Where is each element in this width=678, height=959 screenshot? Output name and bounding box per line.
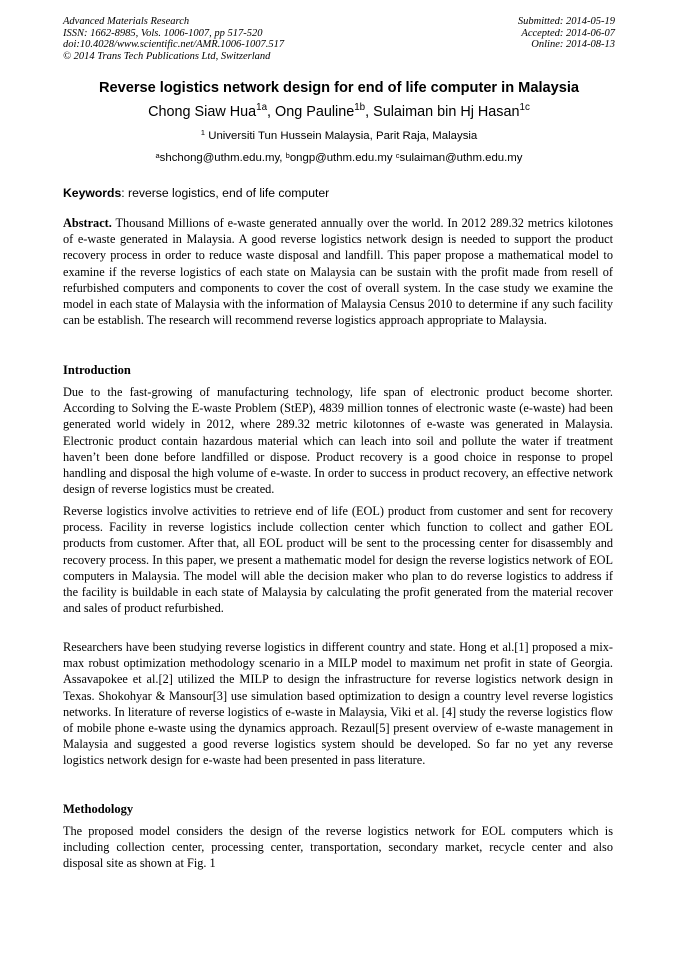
author-emails <box>0 152 678 164</box>
author-separator: , <box>267 104 276 120</box>
email-mark: c <box>395 151 400 161</box>
introduction-paragraph <box>63 639 613 769</box>
email-link[interactable]: sulaiman@uthm.edu.my <box>399 152 523 164</box>
email-link[interactable]: ongp@uthm.edu.my <box>289 152 396 164</box>
affiliation-text: Universiti Tun Hussein Malaysia, Parit Raja, Malaysia <box>205 130 478 142</box>
paragraph-text: Due to the fast-growing of manufacturing technology, life span of electronic product become shorter. According to Solving the E-waste Problem (StEP), 4839 million tonnes of electronic waste (e-waste) had been generated world widely in 2012, where 289.32 metric kilotonnes of e-waste was generated in Malaysia. Electronic product contain hazardous material which can leach into soil and pollute the water if treatment haven’t been done before landfilled or dispose. Product recovery is a good choice in response to propel handling and disposal the high volume of e-waste. In order to success in product recovery, an effective network design of reverse logistics must be created. <box>63 385 613 497</box>
email-mark: a <box>155 151 160 161</box>
introduction-paragraph <box>63 503 613 616</box>
submission-dates <box>518 16 615 51</box>
email-mark: b <box>285 151 290 161</box>
paragraph-text: Reverse logistics involve activities to retrieve end of life (EOL) product from customer and sent for recovery process. Facility in reverse logistics include collection center which function to collect and gather EOL products from customer. After that, all EOL product will be sent to the processing center for disassembly and recovery process. In this paper, we present a mathematic model for design the reverse logistics network of EOL computers in Malaysia. The model will able the decision maker who plan to do reverse logistics to address if the facility is buildable in each state of Malaysia by calculating the profit generated from the material recover and sales of product refurbished. <box>63 504 613 616</box>
affiliation-mark: 1 <box>200 128 206 138</box>
keywords <box>63 186 329 200</box>
abstract-text: Thousand Millions of e-waste generated annually over the world. In 2012 289.32 metrics kilotones of e-waste generated in Malaysia. A good reverse logistics network design is needed to support the product recovery process in order to reduce waste disposal and landfill. This paper propose a mathematical model to examine if the reverse logistics of each state on Malaysia can be sustain with the profit made from resell of refurbished computers and components to cover the cost of overall system. In the case study we examine the model in each state of Malaysia with the information of Malaysia Census 2010 to determine if any such facility can be establish. The research will recommend reverse logistics approach appropriate to Malaysia. <box>63 216 613 328</box>
keywords-text: : reverse logistics, end of life computer <box>121 186 330 200</box>
email-link[interactable]: shchong@uthm.edu.my, <box>159 152 286 164</box>
journal-issn: ISSN: 1662-8985, Vols. 1006-1007, pp 517-520 <box>63 27 263 39</box>
paper-title: Reverse logistics network design for end of life computer in Malaysia <box>98 80 580 96</box>
author-list <box>0 104 678 120</box>
accepted-date: Accepted: 2014-06-07 <box>521 27 615 39</box>
methodology-heading: Methodology <box>63 802 134 816</box>
journal-doi: doi:10.4028/www.scientific.net/AMR.1006-1007.517 <box>63 39 285 51</box>
abstract <box>63 215 613 328</box>
author-separator: , <box>365 104 374 120</box>
author-affiliation-mark: 1b <box>354 102 366 114</box>
abstract-label: Abstract. <box>63 216 112 230</box>
methodology-paragraph <box>63 823 613 872</box>
journal-name: Advanced Materials Research <box>63 16 190 27</box>
keywords-label: Keywords <box>63 186 122 200</box>
author-name: Sulaiman bin Hj Hasan <box>373 104 520 120</box>
author-name: Ong Pauline <box>275 104 355 120</box>
journal-info <box>63 16 284 62</box>
online-date: Online: 2014-08-13 <box>531 39 615 51</box>
author-affiliation-mark: 1c <box>519 102 530 114</box>
paragraph-text: Researchers have been studying reverse logistics in different country and state. Hong et al.[1] proposed a mix-max robust optimization methodology scenario in a MILP model to maximum net profit in state of Georgia. Assavapokee et al.[2] utilized the MILP to design the infrastructure for reverse logistics network design in Texas. Shokohyar & Mansour[3] use simulation based optimization to design a country level reverse logistics networks. In literature of reverse logistics of e-waste in Malaysia, Viki et al. [4] study the reverse logistics flow of mobile phone e-waste using the dynamics approach. Rezaul[5] present overview of e-waste management in Malaysia and suggested a good reverse logistics system should be developed. So far no yet any reverse logistics network design for e-waste had been presented in pass literature. <box>63 640 613 768</box>
introduction-heading: Introduction <box>63 363 131 377</box>
submitted-date: Submitted: 2014-05-19 <box>517 16 615 27</box>
paragraph-text: The proposed model considers the design of the reverse logistics network for EOL computers which is including collection center, processing center, transportation, secondary market, recycle center and also disposal site as shown at Fig. 1 <box>63 824 613 871</box>
author-affiliation-mark: 1a <box>256 102 268 114</box>
introduction-paragraph <box>63 384 613 497</box>
journal-copyright: © 2014 Trans Tech Publications Ltd, Switzerland <box>63 50 271 62</box>
author-name: Chong Siaw Hua <box>148 104 257 120</box>
affiliation <box>0 130 678 142</box>
